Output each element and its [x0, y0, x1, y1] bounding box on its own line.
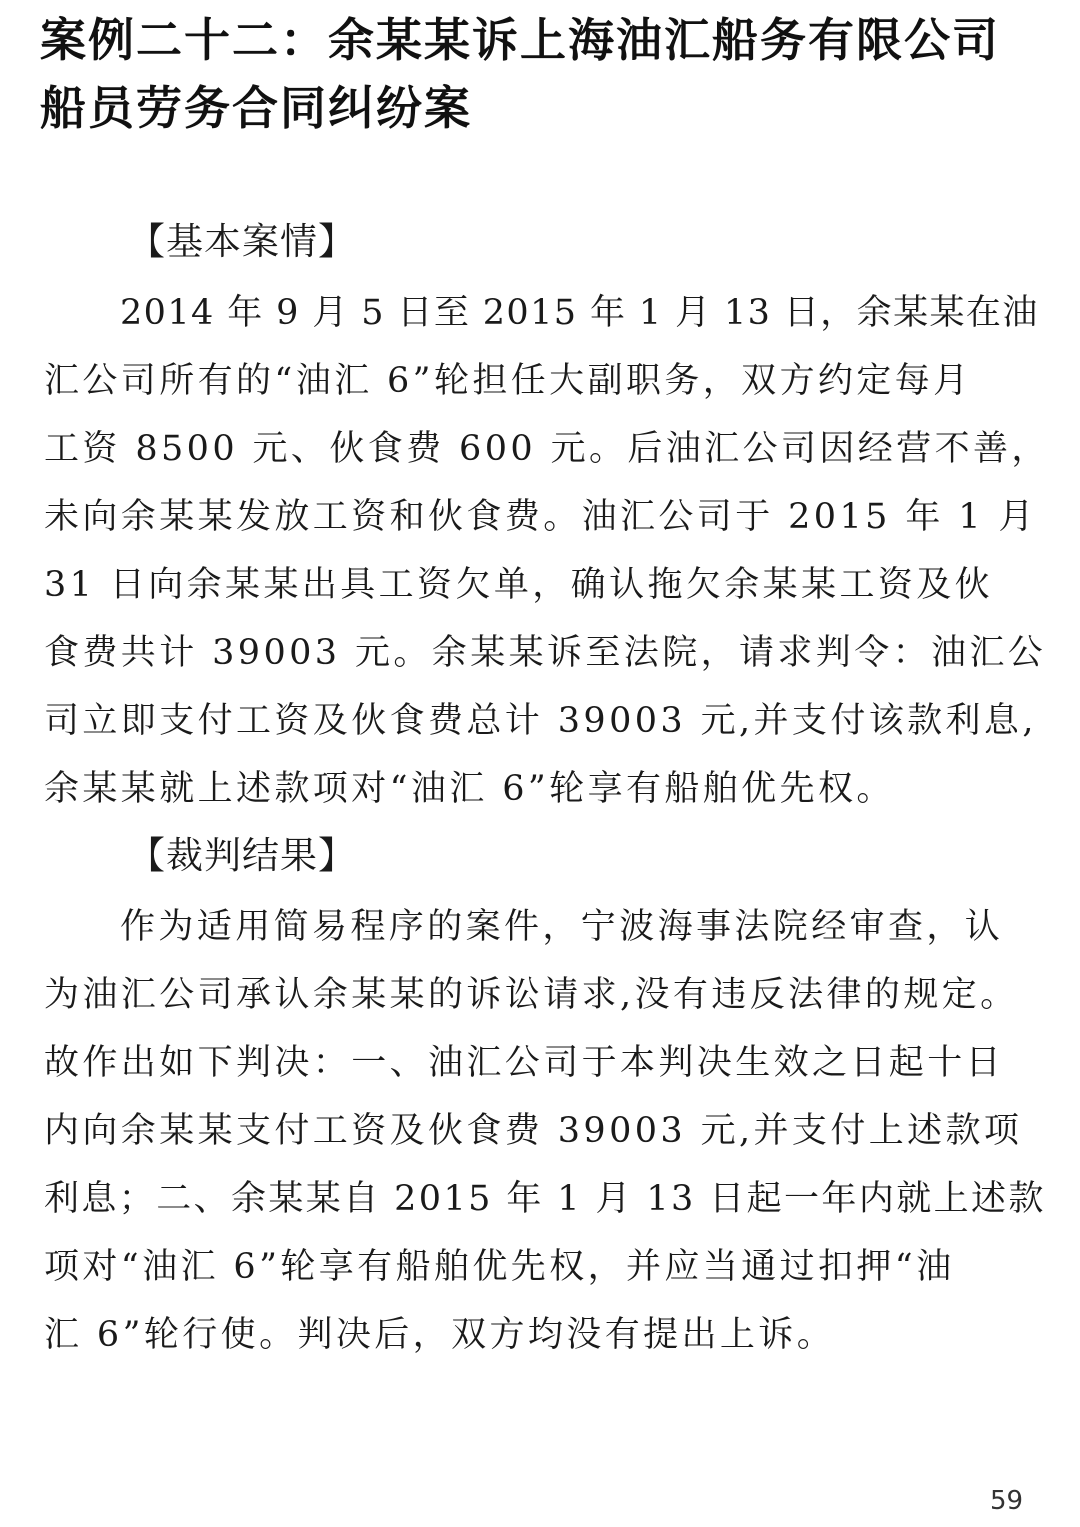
paragraph-line: 为油汇公司承认余某某的诉讼请求,没有违反法律的规定。: [44, 975, 1019, 1015]
case-title-line-2: 船员劳务合同纠纷案: [40, 81, 472, 135]
basic-facts-paragraph: [44, 279, 1054, 823]
paragraph-line: 汇 6”轮行使。判决后，双方均没有提出上诉。: [44, 1315, 836, 1355]
paragraph-line: 未向余某某发放工资和伙食费。油汇公司于 2015 年 1 月: [44, 497, 1037, 537]
paragraph-line: 31 日向余某某出具工资欠单，确认拖欠余某某工资及伙: [44, 565, 994, 605]
paragraph-line: 内向余某某支付工资及伙食费 39003 元,并支付上述款项: [44, 1111, 1023, 1151]
paragraph-line: 工资 8500 元、伙食费 600 元。后油汇公司因经营不善，: [44, 429, 1050, 469]
section-heading-judgment: 【裁判结果】: [128, 834, 356, 877]
paragraph-line: 2014 年 9 月 5 日至 2015 年 1 月 13 日，余某某在油: [120, 293, 1039, 333]
paragraph-line: 食费共计 39003 元。余某某诉至法院，请求判令：油汇公: [44, 633, 1047, 673]
paragraph-line: 故作出如下判决：一、油汇公司于本判决生效之日起十日: [44, 1043, 1005, 1083]
case-title: [40, 6, 1050, 142]
paragraph-line: 利息；二、余某某自 2015 年 1 月 13 日起一年内就上述款: [44, 1179, 1046, 1219]
paragraph-line: 汇公司所有的“油汇 6”轮担任大副职务，双方约定每月: [44, 361, 972, 401]
paragraph-line: 司立即支付工资及伙食费总计 39003 元,并支付该款利息,: [44, 701, 1037, 741]
page-number: 59: [990, 1486, 1024, 1516]
paragraph-line: 余某某就上述款项对“油汇 6”轮享有船舶优先权。: [44, 769, 895, 809]
paragraph-line: 作为适用简易程序的案件，宁波海事法院经审查，认: [120, 907, 1004, 947]
case-title-line-1: 案例二十二：余某某诉上海油汇船务有限公司: [40, 13, 1000, 67]
paragraph-line: 项对“油汇 6”轮享有船舶优先权，并应当通过扣押“油: [44, 1247, 955, 1287]
section-heading-basic-facts: 【基本案情】: [128, 220, 356, 263]
judgment-paragraph: [44, 893, 1054, 1369]
